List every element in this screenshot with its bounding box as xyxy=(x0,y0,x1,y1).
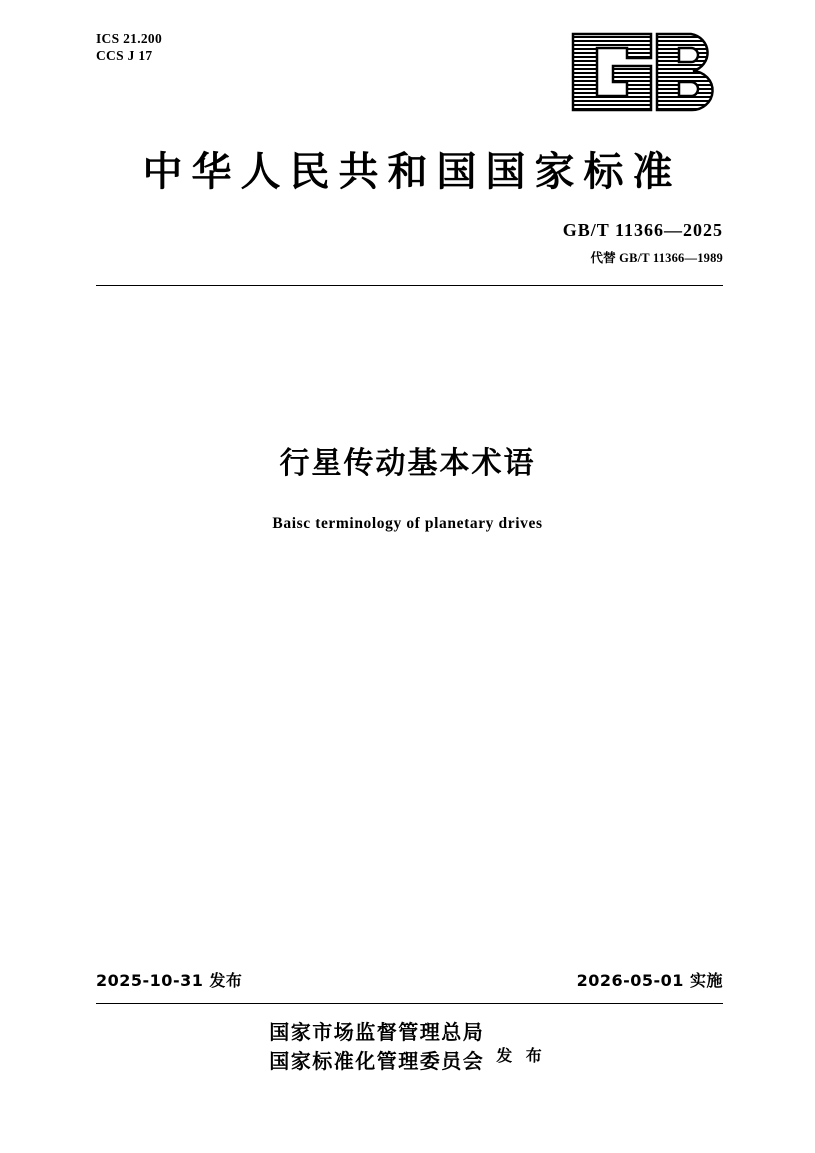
publisher-line-1: 国家市场监督管理总局 xyxy=(269,1020,485,1044)
publisher-block xyxy=(0,1018,815,1076)
ccs-value: J 17 xyxy=(127,48,153,63)
classification-codes xyxy=(96,30,162,64)
standard-replaces: 代替 GB/T 11366—1989 xyxy=(590,251,723,265)
ccs-label: CCS xyxy=(96,48,124,63)
gb-logo-icon xyxy=(563,28,723,116)
document-title-cn: 行星传动基本术语 xyxy=(279,446,536,481)
publisher-line-2: 国家标准化管理委员会 xyxy=(269,1049,485,1073)
publisher-names xyxy=(269,1018,484,1076)
national-standard-title: 中华人民共和国国家标准 xyxy=(142,149,682,195)
ics-label: ICS xyxy=(96,31,120,46)
footer-divider xyxy=(96,1003,723,1004)
standard-number: GB/T 11366—2025 xyxy=(562,220,723,240)
effective-date: 2026-05-01 实施 xyxy=(576,971,723,990)
ccs-code-line xyxy=(96,47,162,64)
ics-code-line xyxy=(96,30,162,47)
publish-verb: 发 布 xyxy=(496,1045,546,1065)
ics-value: 21.200 xyxy=(123,31,163,46)
header-divider xyxy=(96,285,723,286)
standard-number-block xyxy=(563,220,723,266)
document-title-en: Baisc terminology of planetary drives xyxy=(272,515,543,532)
issue-date: 2025-10-31 发布 xyxy=(96,971,243,990)
